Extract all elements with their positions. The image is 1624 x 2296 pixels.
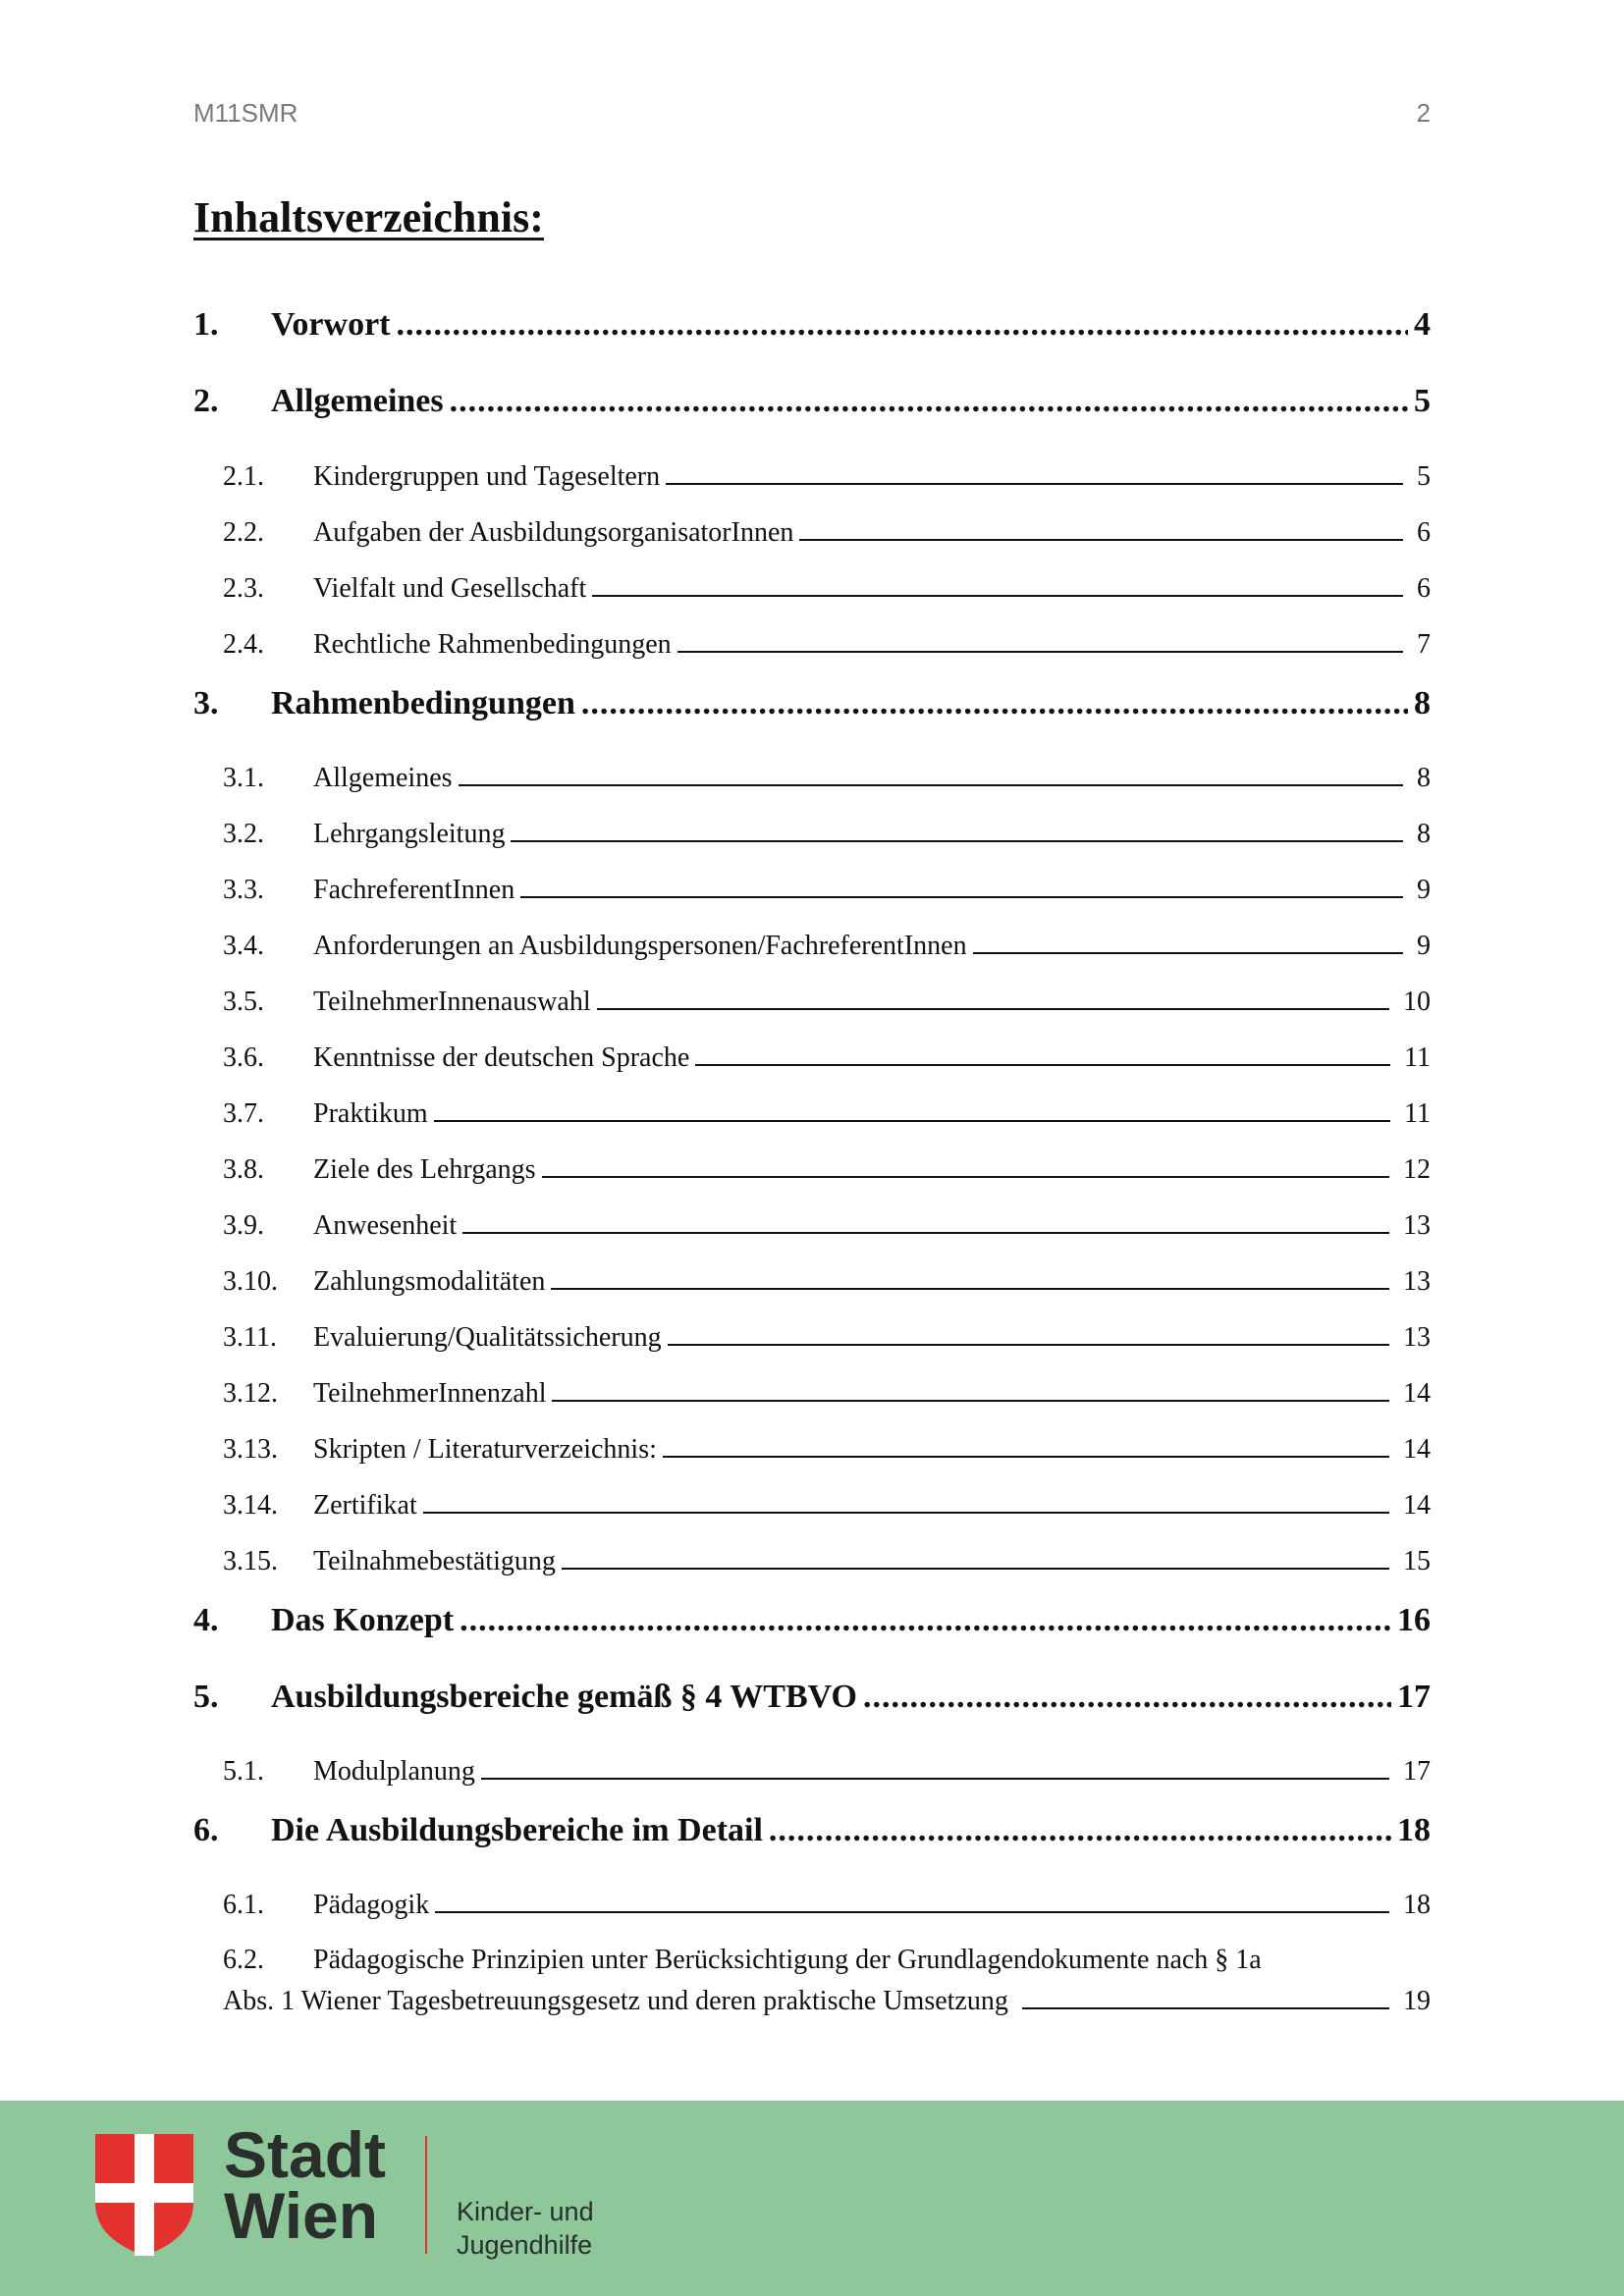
toc-leader [562,1568,1389,1570]
toc-title: Modulplanung [313,1756,475,1787]
toc-number: 2.4. [223,629,264,660]
toc-entry-3-12[interactable] [223,1378,1431,1410]
toc-title: Anforderungen an Ausbildungspersonen/FachreferentInnen [313,931,967,961]
toc-title: Zertifikat [313,1490,417,1521]
toc-leader [973,952,1403,954]
toc-title: Vorwort [271,306,391,343]
toc-number: 1. [193,306,219,343]
toc-leader [581,685,1408,722]
toc-entry-3-5[interactable] [223,987,1431,1018]
page-title: Inhaltsverzeichnis: [193,193,544,241]
toc-entry-2-3[interactable] [223,573,1431,605]
toc-page: 6 [1417,573,1431,604]
toc-page: 10 [1403,987,1431,1017]
toc-entry-3-2[interactable] [223,819,1431,850]
toc-title: Allgemeines [313,763,453,793]
toc-number: 3.9. [223,1210,264,1241]
toc-entry-3-11[interactable] [223,1322,1431,1354]
toc-number: 5.1. [223,1756,264,1787]
toc-leader [511,840,1403,842]
department-line1: Kinder- und [457,2197,594,2226]
toc-title: Kenntnisse der deutschen Sprache [313,1042,690,1073]
toc-leader [663,1456,1389,1458]
toc-entry-6-1[interactable] [223,1890,1431,1921]
toc-entry-6-2[interactable] [223,1940,1431,2022]
toc-number: 3.13. [223,1434,278,1465]
toc-leader [769,1812,1391,1849]
toc-number: 6. [193,1812,219,1848]
toc-title: Evaluierung/Qualitätssicherung [313,1322,662,1353]
toc-number: 2.2. [223,517,264,548]
toc-entry-3-3[interactable] [223,875,1431,906]
toc-entry-1[interactable] [193,306,1431,344]
toc-leader [799,539,1403,541]
toc-entry-3-8[interactable] [223,1154,1431,1186]
toc-number: 3.8. [223,1154,264,1185]
toc-entry-3-14[interactable] [223,1490,1431,1522]
department-line2: Jugendhilfe [457,2230,593,2260]
toc-title: Die Ausbildungsbereiche im Detail [271,1812,763,1848]
toc-title: Anwesenheit [313,1210,458,1241]
toc-page: 18 [1403,1890,1431,1920]
toc-page: 4 [1414,306,1431,343]
toc-entry-3-6[interactable] [223,1042,1431,1074]
department-name [457,2195,594,2262]
toc-page: 19 [1403,1986,1431,2016]
toc-page: 7 [1417,629,1431,660]
toc-leader [863,1679,1391,1716]
toc-number: 2.3. [223,573,264,604]
toc-page: 11 [1404,1098,1431,1129]
toc-page: 5 [1414,383,1431,419]
toc-title-line1: Pädagogische Prinzipien unter Berücksichtigung der Grundlagendokumente nach § 1a [313,1945,1262,1975]
toc-title: Ziele des Lehrgangs [313,1154,536,1185]
toc-page: 5 [1417,461,1431,492]
toc-title: Vielfalt und Gesellschaft [313,573,587,604]
toc-number: 3.14. [223,1490,278,1521]
toc-entry-2-1[interactable] [223,461,1431,493]
toc-number: 3.10. [223,1266,278,1297]
toc-page: 16 [1397,1602,1431,1638]
toc-entry-3-10[interactable] [223,1266,1431,1298]
toc-number: 3.12. [223,1378,278,1409]
toc-number: 3.15. [223,1546,278,1576]
toc-leader [542,1176,1389,1178]
toc-page: 11 [1404,1042,1431,1073]
toc-title: Lehrgangsleitung [313,819,506,849]
toc-number: 3.5. [223,987,264,1017]
toc-entry-5[interactable] [193,1679,1431,1716]
toc-title: Allgemeines [271,383,444,419]
toc-leader [552,1400,1389,1402]
toc-number: 5. [193,1679,219,1715]
toc-page: 17 [1403,1756,1431,1787]
toc-entry-2-2[interactable] [223,517,1431,549]
toc-leader [592,595,1403,597]
toc-title: TeilnehmerInnenzahl [313,1378,547,1409]
page-number: 2 [1416,98,1431,128]
toc-title: Skripten / Literaturverzeichnis: [313,1434,657,1465]
toc-page: 12 [1403,1154,1431,1185]
toc-page: 14 [1403,1490,1431,1521]
toc-title-line2: Abs. 1 Wiener Tagesbetreuungsgesetz und deren praktische Umsetzung [223,1986,1008,2016]
toc-entry-3-9[interactable] [223,1210,1431,1242]
toc-entry-3[interactable] [193,685,1431,722]
toc-title: TeilnehmerInnenauswahl [313,987,591,1017]
toc-page: 13 [1403,1210,1431,1241]
toc-entry-3-4[interactable] [223,931,1431,962]
toc-page: 6 [1417,517,1431,548]
toc-leader [666,483,1403,485]
toc-leader [459,784,1403,786]
toc-page: 14 [1403,1378,1431,1409]
toc-entry-2-4[interactable] [223,629,1431,661]
toc-leader [520,896,1403,898]
toc-leader [597,1008,1389,1010]
toc-number: 3.3. [223,875,264,905]
logo-divider [425,2136,427,2254]
toc-entry-3-7[interactable] [223,1098,1431,1130]
toc-page: 8 [1414,685,1431,721]
toc-title: Zahlungsmodalitäten [313,1266,546,1297]
toc-title: Aufgaben der AusbildungsorganisatorInnen [313,517,794,548]
toc-page: 13 [1403,1266,1431,1297]
toc-leader [668,1344,1389,1346]
toc-entry-2[interactable] [193,383,1431,420]
toc-title: Praktikum [313,1098,428,1129]
toc-entry-5-1[interactable] [223,1756,1431,1788]
toc-title: Rahmenbedingungen [271,685,575,721]
toc-leader [695,1064,1390,1066]
toc-leader [481,1778,1389,1780]
toc-title: FachreferentInnen [313,875,515,905]
toc-number: 3.1. [223,763,264,793]
toc-page: 17 [1397,1679,1431,1715]
toc-title: Ausbildungsbereiche gemäß § 4 WTBVO [271,1679,857,1715]
logo-word-wien: Wien [224,2179,379,2252]
toc-entry-3-1[interactable] [223,763,1431,794]
toc-number: 6.2. [223,1945,264,1975]
toc-number: 2.1. [223,461,264,492]
document-code: M11SMR [193,98,298,128]
toc-entry-3-13[interactable] [223,1434,1431,1466]
toc-number: 3.2. [223,819,264,849]
toc-leader [450,383,1408,420]
vienna-shield-icon [95,2134,193,2256]
toc-leader [551,1288,1389,1290]
toc-title: Pädagogik [313,1890,430,1920]
toc-page: 14 [1403,1434,1431,1465]
toc-entry-6[interactable] [193,1812,1431,1849]
toc-leader [460,1602,1391,1639]
toc-number: 6.1. [223,1890,264,1920]
toc-page: 9 [1417,875,1431,905]
toc-number: 3.6. [223,1042,264,1073]
toc-number: 3.11. [223,1322,277,1353]
toc-number: 3.7. [223,1098,264,1129]
logo-wordmark [224,2118,386,2252]
toc-page: 15 [1403,1546,1431,1576]
toc-page: 13 [1403,1322,1431,1353]
toc-leader [434,1120,1390,1122]
toc-leader [677,651,1403,653]
toc-leader [397,306,1409,344]
toc-title: Teilnahmebestätigung [313,1546,556,1576]
toc-page: 18 [1397,1812,1431,1848]
toc-title: Kindergruppen und Tageseltern [313,461,661,492]
toc-entry-3-15[interactable] [223,1546,1431,1577]
toc-page: 8 [1417,763,1431,793]
toc-number: 3.4. [223,931,264,961]
toc-leader [1022,2007,1389,2009]
toc-page: 8 [1417,819,1431,849]
toc-entry-4[interactable] [193,1602,1431,1639]
toc-title: Das Konzept [271,1602,455,1638]
toc-leader [435,1911,1389,1913]
toc-title: Rechtliche Rahmenbedingungen [313,629,672,660]
toc-number: 2. [193,383,219,419]
logo-word-stadt: Stadt [224,2118,386,2191]
toc-leader [423,1512,1389,1514]
toc-leader [462,1232,1389,1234]
toc-page: 9 [1417,931,1431,961]
toc-number: 4. [193,1602,219,1638]
toc-number: 3. [193,685,219,721]
